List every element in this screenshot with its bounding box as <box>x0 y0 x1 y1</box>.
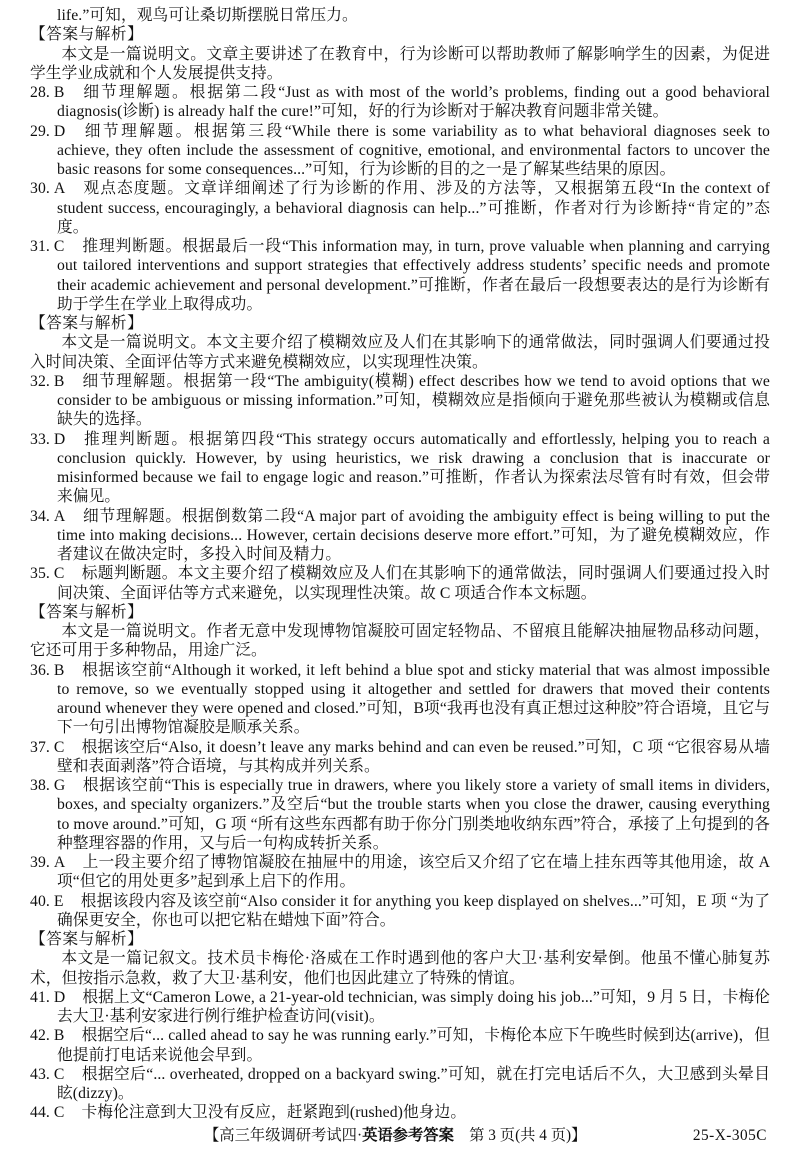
item-answer: B <box>53 84 65 101</box>
answer-item-33 <box>30 430 770 507</box>
item-number: 37. <box>30 738 50 756</box>
section-header-1: 【答案与解析】 <box>30 26 144 44</box>
answer-item-43 <box>30 1065 770 1104</box>
item-number: 44. <box>30 1104 50 1122</box>
answer-item-34 <box>30 507 770 565</box>
answer-item-38 <box>30 776 770 853</box>
item-number: 28. <box>30 84 50 101</box>
item-number: 32. <box>30 372 50 390</box>
item-explanation: 推理判断题。根据最后一段“This information may, in turn, prove valuable when planning and carrying out tailored interventions and support strategies that effectively address students’ specific needs and promote their academic achievement and personal development.”可推断，作者在最后一段想要表达的是行为诊断有助于学生在学业上取得成功。 <box>57 238 770 313</box>
item-number: 31. <box>30 238 50 255</box>
answer-item-29 <box>30 122 770 180</box>
answer-item-37 <box>30 738 770 777</box>
item-explanation: 根据该空前“Although it worked, it left behind a blue spot and sticky material that was almost impossible to remove, so we eventually stopped using it altogether and settled for drawers that moved their contents around whenever they were opened and closed.”可知，B项“我再也没有真正想过这种胶”符合语境，且它与下一句引出博物馆凝胶是顺承关系。 <box>57 661 770 737</box>
continuation-line: life.”可知，观鸟可让桑切斯摆脱日常压力。 <box>57 7 358 24</box>
item-answer: E <box>53 892 64 910</box>
item-explanation: 根据上文“Cameron Lowe, a 21-year-old technician, was simply doing his job...”可知，9 月 5 日，卡梅伦去大卫·基利安家进行例行维护检查访问(visit)。 <box>57 988 770 1025</box>
answer-item-44 <box>30 1103 770 1122</box>
answer-item-31 <box>30 237 770 314</box>
passage-summary-2: 本文是一篇说明文。本文主要介绍了模糊效应及人们在其影响下的通常做法，同时强调人们要通过投入时间决策、全面评估等方式来避免模糊效应，以实现理性决策。 <box>30 334 770 371</box>
item-explanation: 推理判断题。根据第四段“This strategy occurs automatically and effortlessly, helping you to reach a conclusion quickly. However, by using heuristics, we risk drawing a conclusion that is inaccurate or misinformed because we fail to engage logic and reason.”可推断，作者认为探索法尽管有时有效，但会带来偏见。 <box>57 430 770 506</box>
item-explanation: 根据该空前“This is especially true in drawers, where you likely store a variety of small items in dividers, boxes, and specialty organizers.”及空后“but the trouble starts when you close the drawer, causing everything to move around.”可知，G 项 “所有这些东西都有助于你分门别类地收纳东西”符合，承接了上句提到的各种整理容器的作用，又与后一句构成转折关系。 <box>57 777 770 852</box>
footer-title <box>204 1126 586 1146</box>
item-answer: D <box>53 430 66 448</box>
passage-summary-4: 本文是一篇记叙文。技术员卡梅伦·洛威在工作时遇到他的客户大卫·基利安晕倒。他虽不懂心肺复苏术，但按指示急救，救了大卫·基利安，他们也因此建立了特殊的情谊。 <box>30 950 770 987</box>
item-explanation: 细节理解题。根据第三段“While there is some variability as to what behavioral diagnoses seek to achieve, they often include the assessment of cognitive, emotional, and environmental factors to uncover the basic reasons for some consequences...”可知，行为诊断的目的之一是了解某些结果的原因。 <box>57 122 770 178</box>
section-header-2: 【答案与解析】 <box>30 315 144 332</box>
item-answer: D <box>53 122 66 140</box>
document-code: 25-X-305C <box>692 1127 767 1144</box>
item-answer: B <box>53 372 65 390</box>
answer-item-28 <box>30 83 770 122</box>
answer-item-36 <box>30 661 770 738</box>
answer-item-35 <box>30 564 770 603</box>
section-header-3: 【答案与解析】 <box>30 603 144 621</box>
item-explanation: 根据该段内容及该空前“Also consider it for anything you keep displayed on shelves...”可知，E 项 “为了确保更安全，你也可以把它粘在蜡烛下面”符合。 <box>57 892 770 929</box>
item-number: 34. <box>30 507 50 525</box>
item-explanation: 上一段主要介绍了博物馆凝胶在抽屉中的用途，该空后又介绍了它在墙上挂东西等其他用途，故 A 项“但它的用处更多”起到承上启下的作用。 <box>57 854 770 891</box>
item-explanation: 细节理解题。根据第二段“Just as with most of the world’s problems, finding out a good behavioral diagnosis(诊断) is already half the cure!”可知，好的行为诊断对于解决教育问题非常关键。 <box>57 84 770 121</box>
item-explanation: 根据空后“... overheated, dropped on a backyard swing.”可知，就在打完电话后不久，大卫感到头晕目眩(dizzy)。 <box>57 1065 770 1102</box>
item-answer: A <box>53 854 66 871</box>
item-explanation: 细节理解题。根据倒数第二段“A major part of avoiding the ambiguity effect is being willing to put the time into making decisions... However, certain decisions deserve more effort.”可知，为了避免模糊效应，作者建议在做决定时，多投入时间及精力。 <box>57 507 770 563</box>
item-number: 36. <box>30 661 50 679</box>
page-footer <box>0 1126 800 1148</box>
item-explanation: 根据空后“... called ahead to say he was running early.”可知，卡梅伦本应下午晚些时候到达(arrive)，但他提前打电话来说他会早到。 <box>57 1027 770 1064</box>
item-answer: B <box>53 661 65 679</box>
item-number: 35. <box>30 565 50 583</box>
answer-item-42 <box>30 1026 770 1065</box>
item-answer: A <box>53 180 66 198</box>
item-number: 29. <box>30 122 50 140</box>
item-explanation: 标题判断题。本文主要介绍了模糊效应及人们在其影响下的通常做法，同时强调人们要通过投入时间决策、全面评估等方式来避免，以实现理性决策。故 C 项适合作本文标题。 <box>57 565 770 602</box>
item-number: 33. <box>30 430 50 448</box>
section-header-4: 【答案与解析】 <box>30 931 144 948</box>
item-answer: G <box>53 777 66 794</box>
answer-item-41 <box>30 988 770 1027</box>
item-explanation: 细节理解题。根据第一段“The ambiguity(模糊) effect describes how we tend to avoid options that we consider to be ambiguous or missing information.”可知，模糊效应是指倾向于避免那些被认为模糊或信息缺失的选择。 <box>57 372 770 429</box>
footer-page-number: 第 3 页(共 4 页)】 <box>453 1127 587 1144</box>
passage-summary-3: 本文是一篇说明文。作者无意中发现博物馆凝胶可固定轻物品、不留痕且能解决抽屉物品移动问题，它还可用于多种物品，用途广泛。 <box>30 623 770 660</box>
item-answer: B <box>53 1027 65 1045</box>
item-number: 30. <box>30 180 50 198</box>
item-number: 41. <box>30 988 50 1006</box>
item-number: 42. <box>30 1027 50 1045</box>
item-number: 40. <box>30 892 50 910</box>
item-number: 39. <box>30 854 50 871</box>
answer-item-39 <box>30 853 770 892</box>
passage-summary-1: 本文是一篇说明文。文章主要讲述了在教育中，行为诊断可以帮助教师了解影响学生的因素，为促进学生学业成就和个人发展提供支持。 <box>30 45 770 82</box>
item-number: 43. <box>30 1065 50 1083</box>
item-answer: D <box>53 988 66 1006</box>
item-answer: C <box>53 238 65 255</box>
item-explanation: 观点态度题。文章详细阐述了行为诊断的作用、涉及的方法等，又根据第五段“In the context of student success, encouragingly, a behavioral diagnosis can help...”可推断，作者对行为诊断持“肯定的”态度。 <box>57 180 770 236</box>
item-answer: C <box>53 1104 65 1122</box>
item-explanation: 卡梅伦注意到大卫没有反应，赶紧跑到(rushed)他身边。 <box>81 1104 467 1122</box>
item-number: 38. <box>30 777 50 794</box>
item-answer: C <box>53 738 65 756</box>
item-answer: A <box>53 507 66 525</box>
answer-item-40 <box>30 892 770 931</box>
answer-item-32 <box>30 372 770 430</box>
answer-item-30 <box>30 179 770 237</box>
item-answer: C <box>53 565 65 583</box>
item-explanation: 根据该空后“Also, it doesn’t leave any marks behind and can even be reused.”可知，C 项 “它很容易从墙壁和表面剥落”符合语境，与其构成并列关系。 <box>57 738 770 775</box>
answer-key-content <box>30 6 770 1123</box>
item-answer: C <box>53 1065 65 1083</box>
footer-subject: 英语参考答案 <box>362 1127 454 1144</box>
footer-exam-name: 【高三年级调研考试四· <box>204 1127 363 1144</box>
